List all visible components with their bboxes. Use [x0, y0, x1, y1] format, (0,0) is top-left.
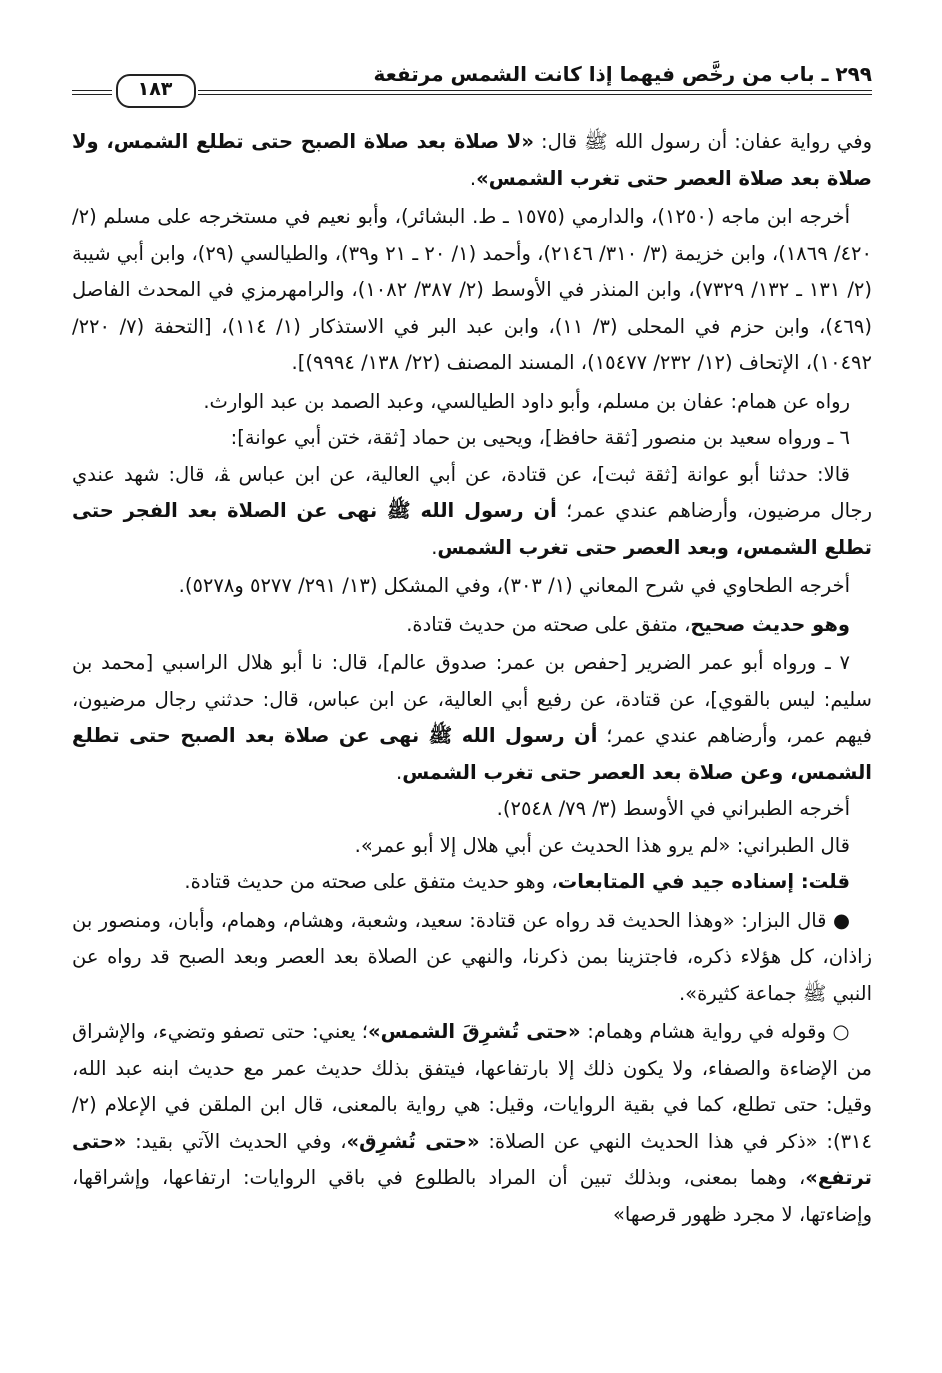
- paragraph-text: ٦ ـ ورواه سعيد بن منصور [ثقة حافظ]، ويحيى بن حماد [ثقة، ختن أبي عوانة]:: [230, 426, 850, 449]
- chapter-title: ٢٩٩ ـ باب من رخَّص فيهما إذا كانت الشمس مرتفعة: [373, 62, 872, 86]
- paragraph-text: أخرجه ابن ماجه (١٢٥٠)، والدارمي (١٥٧٥ ـ ط. البشائر)، وأبو نعيم في مستخرجه على مسلم (٢/ ٤٢٠/ ١٨٦٩)، وابن خزيمة (٣/ ٣١٠/ ٢١٤٦)، وأحمد (١/ ٢٠ ـ ٢١ و٣٩)، والطيالسي (٢٩)، وابن أبي شيبة (٢/ ١٣١ ـ ١٣٢/ ٧٣٢٩)، وابن المنذر في الأوسط (٢/ ٣٨٧/ ١٠٨٢)، والرامهرمزي في المحدث الفاصل (٤٦٩)، وابن حزم في المحلى (٣/ ١١)، وابن عبد البر في الاستذكار (١/ ١١٤)، [التحفة (٧/ ٢٢٠/ ١٠٤٩٢)، الإتحاف (١٢/ ٢٣٢/ ١٥٤٧٧)، المسند المصنف (٢٢/ ١٣٨/ ٩٩٩٤)].: [72, 205, 872, 374]
- paragraph-text: ● قال البزار: «وهذا الحديث قد رواه عن قتادة: سعيد، وشعبة، وهشام، وهمام، وأبان، ومنصور بن زاذان، كل هؤلاء ذكره، فاجتزينا بمن ذكرنا، والنهي عن الصلاة بعد العصر وبعد الصبح قد رواه عن النبي ﷺ جماعة كثيرة».: [72, 908, 872, 1005]
- paragraph-text: ○ وقوله في رواية هشام وهمام:: [580, 1020, 850, 1043]
- paragraph-text: ، وفي الحديث الآتي بقيد:: [126, 1129, 347, 1153]
- hadith-text: وهو حديث صحيح: [690, 612, 850, 636]
- page-body: [72, 124, 872, 1233]
- page-number-badge: [112, 74, 198, 108]
- paragraph-p4: [72, 420, 872, 457]
- hadith-text: أن رسول الله ﷺ نهى عن صلاة بعد الصبح حتى تطلع الشمس، وعن صلاة بعد العصر حتى تغرب الشمس: [72, 724, 872, 784]
- paragraph-p9: [72, 791, 872, 828]
- paragraph-p12: [72, 903, 872, 1013]
- page-header: [72, 56, 872, 104]
- paragraph-text: .: [431, 535, 438, 559]
- paragraph-p3: [72, 384, 872, 421]
- paragraph-p10: [72, 828, 872, 865]
- paragraph-text: ، متفق على صحته من حديث قتادة.: [406, 612, 691, 636]
- paragraph-p5: [72, 457, 872, 567]
- paragraph-text: قالا: حدثنا أبو عوانة [ثقة ثبت]، عن قتادة، عن أبي العالية، عن ابن عباس ﭭ، قال: شهد عندي رجال مرضيون، وأرضاهم عندي عمر؛: [72, 462, 872, 522]
- paragraph-text: قال الطبراني: «لم يرو هذا الحديث عن أبي هلال إلا أبو عمر».: [354, 833, 850, 857]
- paragraph-text: وفي رواية عفان: أن رسول الله ﷺ قال:: [533, 130, 872, 153]
- paragraph-text: ؛ يعني: حتى تصفو وتضيء، والإشراق من الإضاءة والصفاء، ولا يكون ذلك إلا بارتفاعها، فيتفق بذلك حديث عمر مع حديث ابنه عبد الله، وقيل: حتى تطلع، كما في بقية الروايات، وقيل: هي رواية بالمعنى، قال ابن الملقن في الإعلام (٢/ ٣١٤): «ذكر في هذا الحديث النهي عن الصلاة:: [72, 1020, 872, 1153]
- hadith-text: «حتى ترتفع»: [72, 1129, 872, 1189]
- paragraph-text: أخرجه الطحاوي في شرح المعاني (١/ ٣٠٣)، وفي المشكل (١٣/ ٢٩١/ ٥٢٧٧ و٥٢٧٨).: [178, 574, 850, 597]
- paragraph-text: .: [395, 760, 403, 784]
- hadith-text: أن رسول الله ﷺ نهى عن الصلاة بعد الفجر حتى تطلع الشمس، وبعد العصر حتى تغرب الشمس: [72, 499, 872, 559]
- hadith-text: «لا صلاة بعد صلاة الصبح حتى تطلع الشمس، ولا صلاة بعد صلاة العصر حتى تغرب الشمس»: [72, 130, 872, 190]
- paragraph-p11: [72, 864, 872, 901]
- paragraph-p1: [72, 124, 872, 197]
- paragraph-p7: [72, 607, 872, 644]
- hadith-text: «حتى تُشرِقَ الشمس»: [368, 1020, 581, 1043]
- page-number: ١٨٣: [137, 78, 173, 100]
- paragraph-text: أخرجه الطبراني في الأوسط (٣/ ٧٩/ ٢٥٤٨).: [496, 797, 850, 820]
- paragraph-p6: [72, 568, 872, 605]
- paragraph-p8: [72, 645, 872, 791]
- paragraph-text: .: [469, 166, 477, 190]
- hadith-text: قلت: إسناده جيد في المتابعات: [557, 870, 850, 893]
- paragraph-text: ، وهما بمعنى، وبذلك تبين أن المراد بالطلوع في باقي الروايات: ارتفاعها، وإشراقها، وإضاءتها، لا مجرد ظهور قرصها»: [72, 1166, 872, 1226]
- paragraph-p13: [72, 1014, 872, 1233]
- paragraph-text: ، وهو حديث متفق على صحته من حديث قتادة.: [184, 870, 558, 893]
- hadith-text: «حتى تُشرِق»: [346, 1129, 480, 1153]
- paragraph-text: رواه عن همام: عفان بن مسلم، وأبو داود الطيالسي، وعبد الصمد بن عبد الوارث.: [203, 389, 850, 413]
- paragraph-text: ٧ ـ ورواه أبو عمر الضرير [حفص بن عمر: صدوق عالم]، قال: نا أبو هلال الراسبي [محمد بن سليم: ليس بالقوي]، عن قتادة، عن رفيع أبي العالية، عن ابن عباس، قال: حدثني رجال مرضيون، فيهم عمر، وأرضاهم عندي عمر؛: [72, 651, 872, 747]
- paragraph-p2: [72, 199, 872, 382]
